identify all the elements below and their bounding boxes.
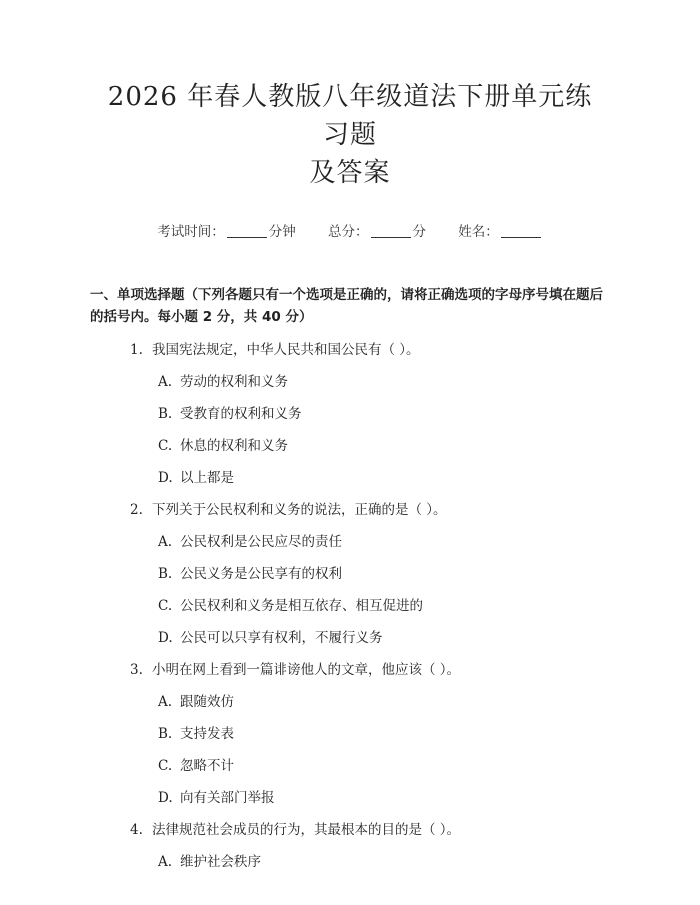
option-text: 维护社会秩序 <box>180 854 261 870</box>
option-text: 支持发表 <box>180 726 234 742</box>
question-text: 小明在网上看到一篇诽谤他人的文章，他应该（ ）。 <box>152 662 461 678</box>
question-stem <box>130 820 604 840</box>
exam-time-blank[interactable] <box>227 223 267 238</box>
option-item <box>158 436 604 456</box>
exam-time-field <box>157 220 296 240</box>
student-name-blank[interactable] <box>501 223 541 238</box>
option-item <box>158 724 604 744</box>
exam-info <box>96 220 604 240</box>
option-letter: B. <box>158 406 173 422</box>
question-number: 2. <box>130 502 143 518</box>
total-score-unit: 分 <box>412 224 426 240</box>
question-stem <box>130 340 604 360</box>
student-name-label: 姓名： <box>458 224 499 240</box>
total-score-label: 总分： <box>328 224 369 240</box>
option-text: 公民义务是公民享有的权利 <box>180 566 342 582</box>
total-score-blank[interactable] <box>371 223 411 238</box>
option-letter: C. <box>158 438 173 454</box>
option-letter: C. <box>158 758 173 774</box>
exam-time-label: 考试时间： <box>157 224 225 240</box>
option-text: 忽略不计 <box>180 758 234 774</box>
option-item <box>158 404 604 424</box>
question-text: 我国宪法规定，中华人民共和国公民有（ ）。 <box>152 342 420 358</box>
option-letter: B. <box>158 566 173 582</box>
option-text: 以上都是 <box>180 470 234 486</box>
option-item <box>158 628 604 648</box>
option-item <box>158 372 604 392</box>
option-letter: A. <box>158 374 173 390</box>
total-score-field <box>328 220 426 240</box>
question-item <box>130 820 604 872</box>
student-name-field <box>458 220 543 240</box>
section-heading: 一、单项选择题（下列各题只有一个选项是正确的，请将正确选项的字母序号填在题后的括号内。每小题 2 分，共 40 分） <box>90 287 603 325</box>
option-item <box>158 756 604 776</box>
question-number: 3. <box>130 662 143 678</box>
option-item <box>158 852 604 872</box>
question-text: 法律规范社会成员的行为，其最根本的目的是（ ）。 <box>152 822 461 838</box>
option-item <box>158 788 604 808</box>
question-item <box>130 660 604 808</box>
question-item <box>130 500 604 648</box>
option-letter: C. <box>158 598 173 614</box>
question-stem <box>130 660 604 680</box>
option-letter: D. <box>158 790 173 806</box>
title-line-1: 2026 年春人教版八年级道法下册单元练习题 <box>107 82 593 150</box>
option-letter: D. <box>158 630 173 646</box>
option-item <box>158 532 604 552</box>
option-letter: A. <box>158 694 173 710</box>
title-line-2: 及答案 <box>309 158 391 188</box>
option-item <box>158 564 604 584</box>
document-title <box>96 78 604 192</box>
option-text: 休息的权利和义务 <box>180 438 288 454</box>
option-letter: A. <box>158 854 173 870</box>
question-number: 1. <box>130 342 143 358</box>
question-text: 下列关于公民权利和义务的说法，正确的是（ ）。 <box>152 502 447 518</box>
question-item <box>130 340 604 488</box>
option-text: 向有关部门举报 <box>180 790 275 806</box>
option-letter: B. <box>158 726 173 742</box>
option-item <box>158 468 604 488</box>
question-stem <box>130 500 604 520</box>
option-letter: D. <box>158 470 173 486</box>
option-text: 跟随效仿 <box>180 694 234 710</box>
option-letter: A. <box>158 534 173 550</box>
option-item <box>158 692 604 712</box>
option-item <box>158 596 604 616</box>
option-text: 公民权利是公民应尽的责任 <box>180 534 342 550</box>
exam-time-unit: 分钟 <box>268 224 296 240</box>
option-text: 劳动的权利和义务 <box>180 374 288 390</box>
question-number: 4. <box>130 822 143 838</box>
option-text: 公民可以只享有权利，不履行义务 <box>180 630 383 646</box>
option-text: 受教育的权利和义务 <box>180 406 302 422</box>
option-text: 公民权利和义务是相互依存、相互促进的 <box>180 598 423 614</box>
